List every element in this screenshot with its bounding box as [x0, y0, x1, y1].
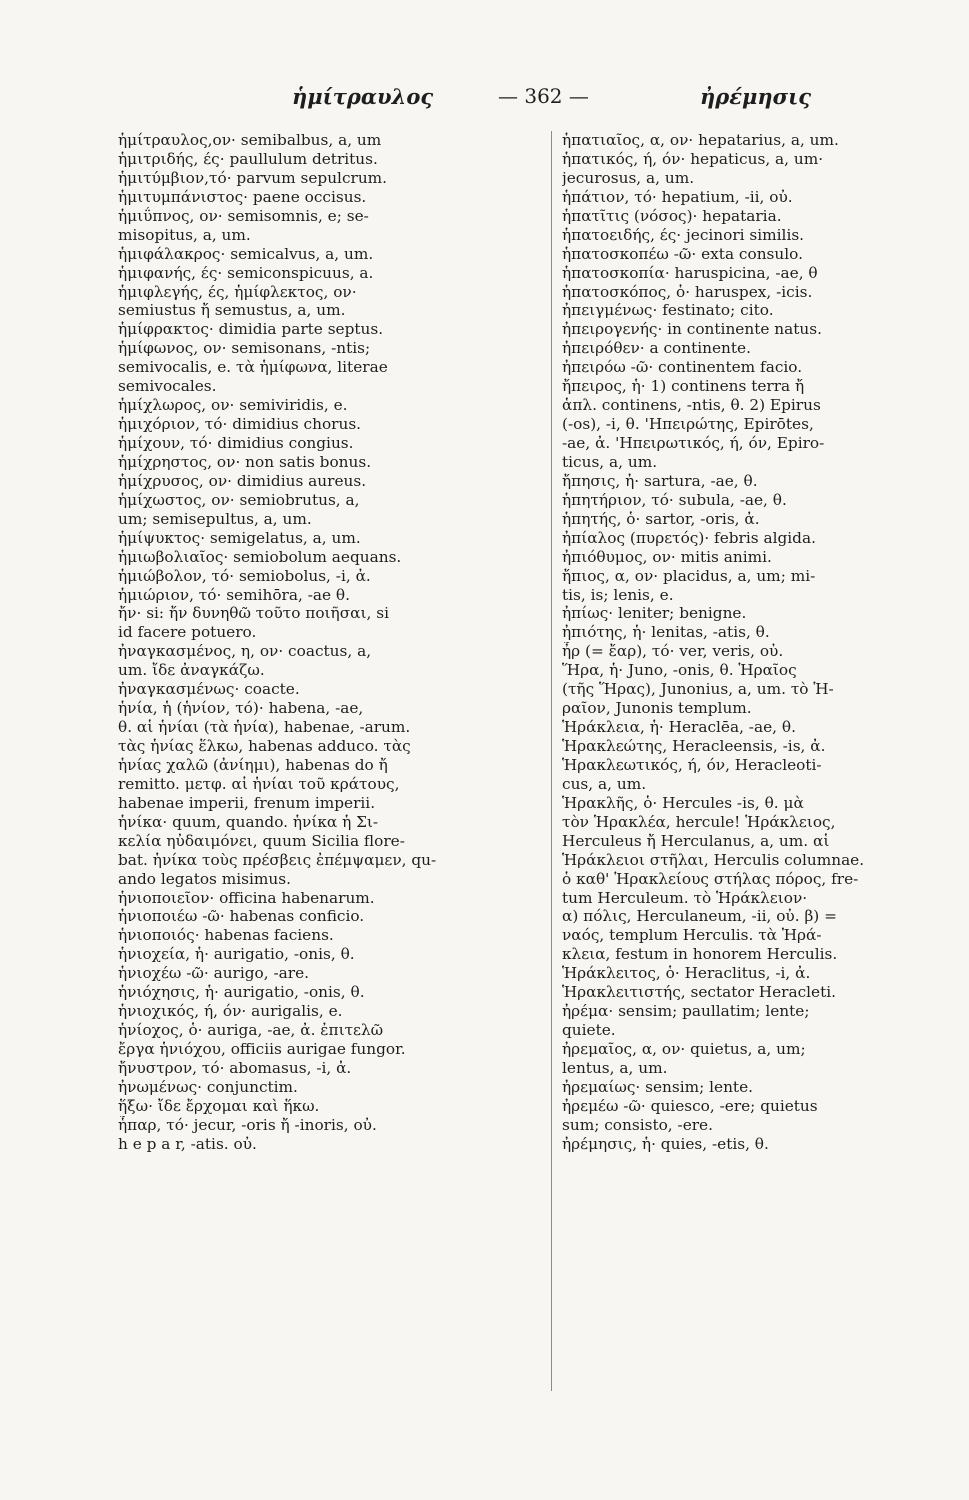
entry-line: α) πόλις, Herculaneum, -ii, οὐ. β) =	[562, 907, 837, 926]
entry-line: ἡνίκα· quum, quando. ἡνίκα ἡ Σι-	[118, 812, 379, 831]
entry-line: (τῆς Ἥρας), Junonius, a, um. τὸ Ἡ-	[562, 680, 834, 699]
entry-line: ando legatos misimus.	[118, 869, 291, 888]
column-divider	[551, 131, 552, 1391]
entry-line: ἠπειρογενής· in continente natus.	[562, 320, 822, 339]
entry-line: ἡπατικός, ή, όν· hepaticus, a, um·	[562, 149, 824, 168]
entry-line: κλεια, festum in honorem Herculis.	[562, 945, 838, 964]
entry-line: ἠπίαλος (πυρετός)· febris algida.	[562, 528, 816, 547]
entry-line: Ἡρακλεώτης, Heracleensis, -is, ἀ.	[562, 737, 826, 755]
entry-line: ticus, a, um.	[562, 452, 658, 471]
entry-line: ἠπιότης, ἡ· lenitas, -atis, θ.	[562, 623, 770, 642]
entry-line: ἡπητήριον, τό· subula, -ae, θ.	[562, 490, 787, 509]
entry-line: ἡνίας χαλῶ (ἀνίημι), habenas do ἤ	[118, 755, 388, 774]
entry-line: ἡμιώβολον, τό· semiobolus, -i, ἀ.	[118, 566, 371, 585]
entry-line: ἡνιόχησις, ἡ· aurigatio, -onis, θ.	[118, 983, 365, 1002]
entry-line: θ. αἱ ἡνίαι (τὰ ἡνία), habenae, -arum.	[118, 718, 411, 737]
entry-line: semiustus ἤ semustus, a, um.	[118, 301, 346, 320]
entry-line: Ἡράκλειοι στῆλαι, Herculis columnae.	[562, 850, 865, 869]
entry-line: ἡμίχλωρος, ον· semiviridis, e.	[118, 396, 348, 415]
entry-line: ἡπάτιον, τό· hepatium, -ii, οὐ.	[562, 187, 793, 206]
entry-line: ἡμιΰπνος, ον· semisomnis, e; se-	[118, 206, 369, 225]
entry-line: ἤπιος, α, ον· placidus, a, um; mi-	[562, 566, 816, 585]
entry-line: ἡμίχουν, τό· dimidius congius.	[118, 434, 354, 452]
entry-line: quiete.	[562, 1021, 616, 1040]
entry-line: ἠνωμένως· conjunctim.	[118, 1077, 298, 1096]
entry-line: Ἥρα, ἡ· Juno, -onis, θ. Ἡραῖος	[562, 661, 797, 680]
entry-line: ἡμιωβολιαῖος· semiobolum aequans.	[118, 547, 402, 566]
entry-line: ὁ καθ' Ἡρακλείους στήλας πόρος, fre-	[562, 869, 859, 888]
entry-line: ἠρέμα· sensim; paullatim; lente;	[562, 1002, 810, 1021]
entry-line: ἥξω· ἴδε ἔρχομαι καὶ ἥκω.	[118, 1096, 320, 1115]
entry-line: ἡμιφλεγής, ές, ἡμίφλεκτος, ον·	[118, 282, 357, 301]
entry-line: ἡπατιαῖος, α, ον· hepatarius, a, um.	[562, 131, 839, 149]
entry-line: ἁπλ. continens, -ntis, θ. 2) Epirus	[562, 396, 821, 415]
entry-line: ἠπειρόθεν· a continente.	[562, 339, 751, 358]
entry-line: ἡμίφωνος, ον· semisonans, -ntis;	[118, 339, 371, 358]
entry-line: ραῖον, Junonis templum.	[562, 699, 752, 718]
entry-line: ἤν· si: ἤν δυνηθῶ τοῦτο ποιῆσαι, si	[118, 604, 389, 623]
entry-line: um. ἴδε ἀναγκάζω.	[118, 661, 265, 680]
entry-line: ἡπητής, ὁ· sartor, -oris, ἀ.	[562, 509, 760, 528]
entry-line: sum; consisto, -ere.	[562, 1115, 713, 1134]
entry-line: tis, is; lenis, e.	[562, 585, 674, 604]
entry-line: ἡμιφανής, ές· semiconspicuus, a.	[118, 263, 374, 282]
entry-line: jecurosus, a, um.	[562, 168, 695, 187]
entry-line: ἡμίτραυλος,ον· semibalbus, a, um	[118, 131, 382, 149]
entry-line: ἡπατοσκόπος, ὁ· haruspex, -icis.	[562, 282, 813, 301]
entry-line: semivocalis, e. τὰ ἡμίφωνα, literae	[118, 358, 388, 377]
entry-line: ἠπειρόω -ῶ· continentem facio.	[562, 358, 803, 377]
entry-line: tum Herculeum. τὸ Ἡράκλειον·	[562, 888, 808, 907]
entry-line: ἤνυστρον, τό· abomasus, -i, ἀ.	[118, 1058, 352, 1077]
entry-line: Ἡρακλειτιστής, sectator Heracleti.	[562, 983, 837, 1002]
entry-line: ἠπειγμένως· festinato; cito.	[562, 301, 774, 320]
header-last-entry: ἠρέμησις	[700, 84, 812, 109]
entry-line: ἡπατοσκοπέω -ῶ· exta consulo.	[562, 244, 803, 263]
entry-line: semivocales.	[118, 377, 217, 396]
entry-line: ἡνίοχος, ὁ· auriga, -ae, ἀ. ἐπιτελῶ	[118, 1021, 384, 1040]
entry-line: ἡμίφρακτος· dimidia parte septus.	[118, 320, 384, 339]
entry-line: ἡπατοειδής, ές· jecinori similis.	[562, 225, 805, 244]
entry-line: Herculeus ἤ Herculanus, a, um. αἱ	[562, 831, 830, 850]
entry-line: ἡμιτριδής, ές· paullulum detritus.	[118, 149, 378, 168]
entry-line: ἡμιώριον, τό· semihōra, -ae θ.	[118, 585, 350, 604]
entry-line: ἠπιόθυμος, ον· mitis animi.	[562, 547, 772, 566]
entry-line: ἡνιοποιέω -ῶ· habenas conficio.	[118, 907, 365, 926]
page-number: — 362 —	[498, 84, 589, 108]
entry-line: ἡμίχρηστος, ον· non satis bonus.	[118, 452, 372, 471]
entry-line: ἤπειρος, ἡ· 1) continens terra ἤ	[562, 377, 805, 396]
entry-line: ἡνιοχεία, ἡ· aurigatio, -onis, θ.	[118, 945, 355, 964]
entry-line: Ἡρακλῆς, ὁ· Hercules -is, θ. μὰ	[562, 793, 804, 812]
entry-line: ἡνιοχικός, ή, όν· aurigalis, e.	[118, 1002, 343, 1021]
header-first-entry: ἡμίτραυλος	[292, 84, 434, 109]
entry-line: ἠρεμαῖος, α, ον· quietus, a, um;	[562, 1040, 806, 1058]
entry-line: Ἡράκλειτος, ὁ· Heraclitus, -i, ἀ.	[562, 964, 811, 983]
entry-line: τὰς ἡνίας ἕλκω, habenas adduco. τὰς	[118, 737, 411, 755]
left-column	[118, 131, 536, 1154]
entry-line: ἡμιφάλακρος· semicalvus, a, um.	[118, 244, 374, 263]
entry-line: Ἡρακλεωτικός, ή, όν, Heracleoti-	[562, 755, 822, 774]
entry-line: ἡνιοποιεῖον· officina habenarum.	[118, 888, 375, 907]
entry-line: ἠρεμαίως· sensim; lente.	[562, 1077, 753, 1096]
entry-line: ἠρέμησις, ἡ· quies, -etis, θ.	[562, 1134, 769, 1153]
entry-line: h e p a r, -atis. οὐ.	[118, 1134, 257, 1153]
entry-line: ἡνία, ἡ (ἡνίον, τό)· habena, -ae,	[118, 699, 364, 718]
page-header	[0, 84, 969, 120]
entry-line: ἠπίως· leniter; benigne.	[562, 604, 747, 623]
entry-line: ἡπατοσκοπία· haruspicina, -ae, θ	[562, 263, 818, 282]
entry-line: remitto. μετφ. αἱ ἡνίαι τοῦ κράτους,	[118, 774, 400, 793]
entry-line: misopitus, a, um.	[118, 225, 251, 244]
entry-line: ἡμίψυκτος· semigelatus, a, um.	[118, 528, 361, 547]
entry-line: um; semisepultus, a, um.	[118, 509, 312, 528]
entry-line: bat. ἡνίκα τοὺς πρέσβεις ἐπέμψαμεν, qu-	[118, 850, 437, 869]
entry-line: ἠναγκασμένος, η, ον· coactus, a,	[118, 642, 372, 661]
entry-line: ἤπησις, ἡ· sartura, -ae, θ.	[562, 471, 758, 490]
entry-line: ἡμιχόριον, τό· dimidius chorus.	[118, 415, 362, 434]
entry-line: ἔργα ἡνιόχου, officiis aurigae fungor.	[118, 1040, 406, 1058]
entry-line: ἡμιτύμβιον,τό· parvum sepulcrum.	[118, 168, 388, 187]
entry-line: ἧπαρ, τό· jecur, -oris ἤ -inoris, οὐ.	[118, 1115, 377, 1134]
entry-line: ἠρεμέω -ῶ· quiesco, -ere; quietus	[562, 1096, 818, 1115]
entry-line: cus, a, um.	[562, 774, 647, 793]
entry-line: lentus, a, um.	[562, 1058, 668, 1077]
entry-line: ἠναγκασμένως· coacte.	[118, 680, 300, 699]
entry-line: ἡνιοποιός· habenas faciens.	[118, 926, 334, 945]
entry-line: κελία ηὐδαιμόνει, quum Sicilia flore-	[118, 831, 405, 850]
entry-line: ἡμιτυμπάνιστος· paene occisus.	[118, 187, 367, 206]
entry-line: (-os), -i, θ. 'Ηπειρώτης, Epirōtes,	[562, 415, 814, 434]
entry-line: id facere potuero.	[118, 623, 257, 642]
entry-line: ἦρ (= ἔαρ), τό· ver, veris, οὐ.	[562, 642, 784, 661]
entry-line: ἡπατῖτις (νόσος)· hepataria.	[562, 206, 782, 225]
entry-line: -ae, ἀ. 'Ηπειρωτικός, ή, όν, Epiro-	[562, 434, 825, 452]
entry-line: habenae imperii, frenum imperii.	[118, 793, 376, 812]
entry-line: ἡμίχωστος, ον· semiobrutus, a,	[118, 490, 360, 509]
entry-line: ναός, templum Herculis. τὰ Ἡρά-	[562, 926, 822, 945]
entry-line: ἡνιοχέω -ῶ· aurigo, -are.	[118, 964, 309, 983]
entry-line: Ἡράκλεια, ἡ· Heraclēa, -ae, θ.	[562, 718, 796, 737]
right-column	[562, 131, 969, 1154]
entry-line: τὸν Ἡρακλέα, hercule! Ἡράκλειος,	[562, 812, 836, 831]
entry-line: ἡμίχρυσος, ον· dimidius aureus.	[118, 471, 367, 490]
